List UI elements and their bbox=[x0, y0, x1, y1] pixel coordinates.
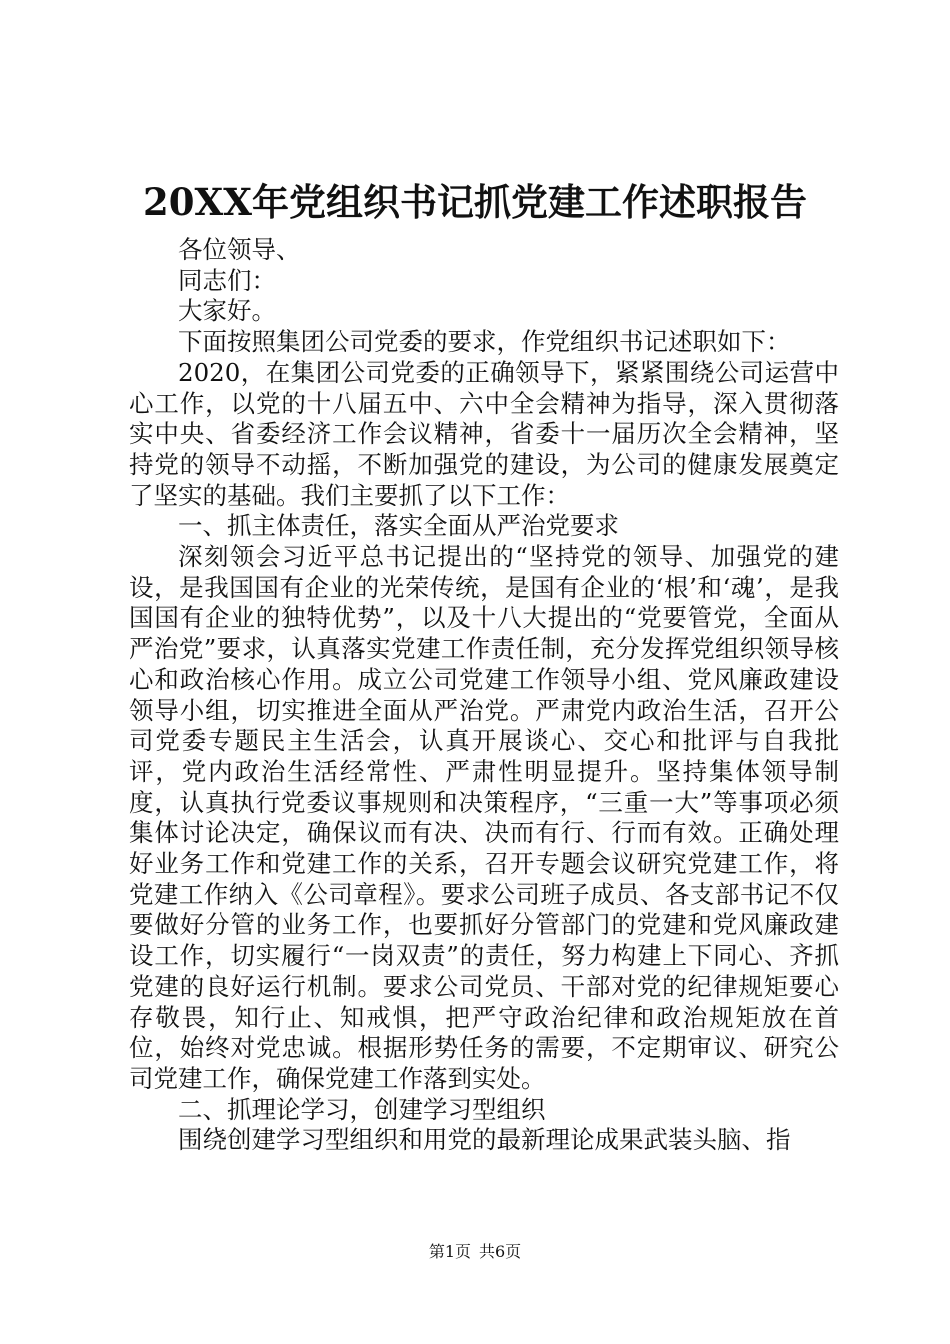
paragraph-salutation-1: 各位领导、 bbox=[178, 235, 301, 264]
paragraph-section-1: 深刻领会习近平总书记提出的“坚持党的领导、加强党的建设，是我国国有企业的光荣传统，是国有企业的‘根’和‘魂’，是我国国有企业的独特优势”，以及十八大提出的“党要管党，全面从严治党”要求，认真落实党建工作责任制，充分发挥党组织领导核心和政治核心作用。成立公司党建工作领导小组、党风廉政建设领导小组，切实推进全面从严治党。严肃党内政治生活，召开公司党委专题民主生活会，认真开展谈心、交心和批评与自我批评，党内政治生活经常性、严肃性明显提升。坚持集体领导制度，认真执行党委议事规则和决策程序，“三重一大”等事项必须集体讨论决定，确保议而有决、决而有行、行而有效。正确处理好业务工作和党建工作的关系，召开专题会议研究党建工作，将党建工作纳入《公司章程》。要求公司班子成员、各支部书记不仅要做好分管的业务工作，也要抓好分管部门的党建和党风廉政建设工作，切实履行“一岗双责”的责任，努力构建上下同心、齐抓党建的良好运行机制。要求公司党员、干部对党的纪律规矩要心存敬畏，知行止、知戒惧，把严守政治纪律和政治规矩放在首位，始终对党忠诚。根据形势任务的需要，不定期审议、研究公司党建工作，确保党建工作落到实处。 bbox=[129, 542, 839, 1093]
paragraph-salutation-2: 同志们： bbox=[178, 265, 276, 295]
paragraph-intro: 下面按照集团公司党委的要求，作党组织书记述职如下： bbox=[178, 327, 791, 357]
paragraph-overview: 2020，在集团公司党委的正确领导下，紧紧围绕公司运营中心工作，以党的十八届五中、六中全会精神为指导，深入贯彻落实中央、省委经济工作会议精神，省委十一届历次全会精神，坚持党的领导不动摇，不断加强党的建设，为公司的健康发展奠定了坚实的基础。我们主要抓了以下工作： bbox=[129, 357, 839, 510]
paragraph-greeting: 大家好。 bbox=[178, 296, 276, 326]
page-footer bbox=[0, 1241, 950, 1263]
section-heading-1: 一、抓主体责任，落实全面从严治党要求 bbox=[178, 511, 619, 541]
page-total: 共6页 bbox=[479, 1242, 522, 1261]
document-body bbox=[129, 235, 839, 1156]
paragraph-section-2: 围绕创建学习型组织和用党的最新理论成果武装头脑、指 bbox=[178, 1125, 791, 1155]
section-heading-2: 二、抓理论学习，创建学习型组织 bbox=[178, 1094, 546, 1124]
page-number: 第1页 bbox=[428, 1242, 471, 1261]
document-title: 20XX年党组织书记抓党建工作述职报告 bbox=[143, 180, 807, 224]
